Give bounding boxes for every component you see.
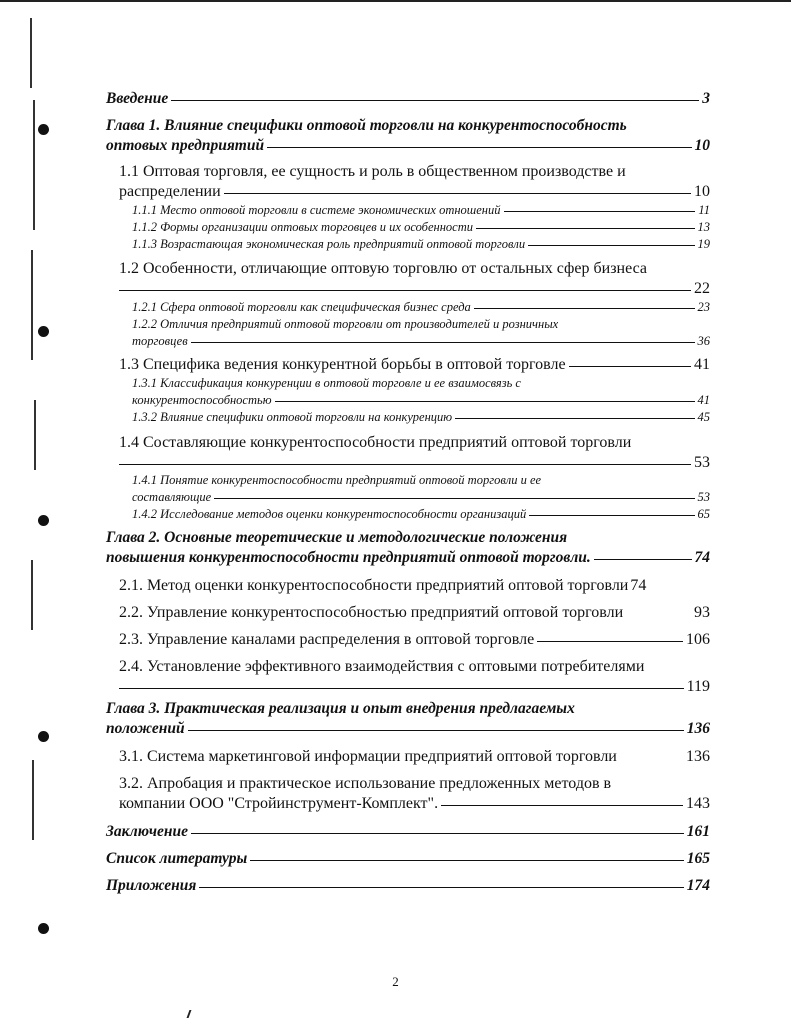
toc-entry-section-1-2[interactable] bbox=[106, 259, 710, 299]
toc-entry-page: 45 bbox=[697, 410, 710, 424]
toc-entry-title: 1.1 Оптовая торговля, ее сущность и роль в общественном производстве и bbox=[119, 163, 626, 180]
toc-entry-title: 1.3.1 Классификация конкуренции в оптовой торговле и ее взаимосвязь с bbox=[132, 376, 521, 390]
toc-entry-title: 3.2. Апробация и практическое использование предложенных методов в bbox=[119, 775, 612, 792]
toc-entry-page: 165 bbox=[686, 850, 710, 867]
leader-line bbox=[267, 147, 691, 148]
toc-entry-title: 1.2.2 Отличия предприятий оптовой торговли от производителей и розничных bbox=[132, 317, 559, 331]
toc-entry-title: Заключение bbox=[106, 823, 188, 840]
toc-entry-references[interactable] bbox=[106, 849, 710, 876]
leader-line bbox=[275, 401, 695, 402]
toc-entry-page: 53 bbox=[697, 490, 710, 504]
toc-entry-page: 136 bbox=[686, 720, 710, 737]
scan-margin-mark bbox=[31, 250, 33, 360]
toc-entry-page: 41 bbox=[694, 356, 710, 373]
punch-hole-mark bbox=[38, 124, 49, 135]
toc-entry-page: 74 bbox=[630, 577, 647, 594]
toc-entry-page: 22 bbox=[694, 280, 710, 297]
toc-entry-section-1-3[interactable] bbox=[106, 355, 710, 375]
table-of-contents bbox=[106, 89, 710, 903]
toc-entry-page: 74 bbox=[694, 549, 710, 566]
toc-entry-introduction[interactable] bbox=[106, 89, 710, 116]
scan-margin-mark bbox=[31, 560, 33, 630]
toc-entry-page: 119 bbox=[686, 678, 710, 695]
leader-line bbox=[224, 193, 691, 194]
leader-line bbox=[504, 211, 696, 212]
toc-entry-title: 1.3.2 Влияние специфики оптовой торговли на конкуренцию bbox=[132, 410, 453, 424]
toc-entry-page: 65 bbox=[697, 507, 710, 521]
toc-entry-subsection-1-1-3[interactable] bbox=[106, 236, 710, 259]
toc-entry-page: 23 bbox=[697, 300, 710, 314]
toc-entry-page: 10 bbox=[694, 137, 710, 154]
toc-entry-subsection-1-3-1[interactable] bbox=[106, 375, 710, 409]
toc-entry-page: 36 bbox=[697, 334, 710, 348]
toc-entry-page: 174 bbox=[686, 877, 710, 894]
toc-entry-section-2-4[interactable] bbox=[106, 657, 710, 699]
toc-entry-page: 3 bbox=[702, 90, 710, 107]
leader-line bbox=[119, 290, 691, 291]
toc-entry-title-cont: конкурентоспособностью bbox=[132, 393, 272, 407]
leader-line bbox=[188, 730, 684, 731]
toc-entry-section-2-3[interactable] bbox=[106, 630, 710, 657]
leader-line bbox=[529, 515, 694, 516]
scan-margin-mark bbox=[33, 100, 35, 230]
leader-line bbox=[191, 833, 684, 834]
toc-entry-page: 136 bbox=[686, 748, 710, 765]
toc-entry-page: 106 bbox=[686, 631, 710, 648]
leader-line bbox=[191, 342, 695, 343]
toc-entry-title: 1.4.2 Исследование методов оценки конкурентоспособности организаций bbox=[132, 507, 527, 521]
toc-entry-title: 1.2.1 Сфера оптовой торговли как специфическая бизнес среда bbox=[132, 300, 471, 314]
toc-entry-subsection-1-4-1[interactable] bbox=[106, 472, 710, 506]
leader-line bbox=[474, 308, 695, 309]
toc-entry-title: Приложения bbox=[106, 877, 197, 894]
toc-entry-page: 19 bbox=[697, 237, 710, 251]
toc-entry-page: 41 bbox=[697, 393, 710, 407]
scan-margin-mark bbox=[34, 400, 36, 470]
scan-top-edge bbox=[0, 0, 791, 2]
toc-entry-page: 13 bbox=[697, 220, 710, 234]
leader-line bbox=[199, 887, 683, 888]
toc-entry-section-2-1[interactable] bbox=[106, 576, 710, 603]
leader-line bbox=[528, 245, 694, 246]
toc-entry-chapter-1[interactable] bbox=[106, 116, 710, 162]
leader-line bbox=[119, 688, 684, 689]
toc-entry-subsection-1-2-1[interactable] bbox=[106, 299, 710, 316]
toc-entry-title: 3.1. Система маркетинговой информации предприятий оптовой торговли bbox=[119, 748, 617, 765]
toc-entry-title: 1.1.3 Возрастающая экономическая роль предприятий оптовой торговли bbox=[132, 237, 526, 251]
leader-line bbox=[214, 498, 694, 499]
toc-entry-page: 143 bbox=[686, 795, 710, 812]
toc-entry-title-cont: положений bbox=[106, 720, 185, 737]
punch-hole-mark bbox=[38, 515, 49, 526]
toc-entry-title: 1.2 Особенности, отличающие оптовую торговлю от остальных сфер бизнеса bbox=[119, 260, 647, 277]
punch-hole-mark bbox=[38, 923, 49, 934]
toc-entry-page: 93 bbox=[694, 604, 710, 621]
leader-line bbox=[171, 100, 699, 101]
leader-line bbox=[476, 228, 695, 229]
leader-line bbox=[537, 641, 683, 642]
toc-entry-chapter-3[interactable] bbox=[106, 699, 710, 747]
toc-entry-subsection-1-4-2[interactable] bbox=[106, 506, 710, 528]
toc-entry-title: 2.2. Управление конкурентоспособностью предприятий оптовой торговли bbox=[119, 604, 624, 621]
scan-margin-mark bbox=[30, 18, 32, 88]
toc-entry-section-3-2[interactable] bbox=[106, 774, 710, 822]
toc-entry-title: 1.4.1 Понятие конкурентоспособности предприятий оптовой торговли и ее bbox=[132, 473, 542, 487]
toc-entry-subsection-1-2-2[interactable] bbox=[106, 316, 710, 355]
toc-entry-title: 1.1.2 Формы организации оптовых торговцев и их особенности bbox=[132, 220, 473, 234]
leader-line bbox=[441, 805, 683, 806]
toc-entry-subsection-1-3-2[interactable] bbox=[106, 409, 710, 433]
leader-line bbox=[455, 418, 694, 419]
toc-entry-title-cont: торговцев bbox=[132, 334, 188, 348]
toc-entry-section-1-1[interactable] bbox=[106, 162, 710, 202]
toc-entry-title: Введение bbox=[106, 90, 169, 107]
toc-entry-title-cont: распределении bbox=[119, 183, 221, 200]
toc-entry-title: 1.4 Составляющие конкурентоспособности предприятий оптовой торговли bbox=[119, 434, 632, 451]
toc-entry-title: 2.4. Установление эффективного взаимодействия с оптовыми потребителями bbox=[119, 658, 645, 675]
punch-hole-mark bbox=[38, 731, 49, 742]
toc-entry-section-1-4[interactable] bbox=[106, 433, 710, 472]
toc-entry-title: Глава 1. Влияние специфики оптовой торговли на конкурентоспособность bbox=[106, 117, 627, 134]
toc-entry-page: 53 bbox=[694, 454, 710, 471]
toc-entry-title: Глава 2. Основные теоретические и методологические положения bbox=[106, 529, 568, 546]
leader-line bbox=[569, 366, 691, 367]
toc-entry-page: 161 bbox=[686, 823, 710, 840]
toc-entry-appendices[interactable] bbox=[106, 876, 710, 903]
toc-entry-title-cont: составляющие bbox=[132, 490, 212, 504]
scan-margin-mark bbox=[32, 760, 34, 840]
toc-entry-title-cont: оптовых предприятий bbox=[106, 137, 265, 154]
leader-line bbox=[250, 860, 684, 861]
toc-entry-chapter-2[interactable] bbox=[106, 528, 710, 576]
leader-line bbox=[594, 559, 692, 560]
toc-entry-title-cont: компании ООО "Стройинструмент-Комплект". bbox=[119, 795, 439, 812]
toc-entry-subsection-1-1-1[interactable] bbox=[106, 202, 710, 219]
toc-entry-title: 2.1. Метод оценки конкурентоспособности предприятий оптовой торговли bbox=[119, 577, 629, 594]
toc-entry-title: Список литературы bbox=[106, 850, 248, 867]
toc-entry-title: 1.3 Специфика ведения конкурентной борьбы в оптовой торговле bbox=[119, 356, 566, 373]
toc-entry-title: 2.3. Управление каналами распределения в оптовой торговле bbox=[119, 631, 535, 648]
toc-entry-subsection-1-1-2[interactable] bbox=[106, 219, 710, 236]
punch-hole-mark bbox=[38, 326, 49, 337]
toc-entry-title: 1.1.1 Место оптовой торговли в системе экономических отношений bbox=[132, 203, 501, 217]
toc-entry-section-2-2[interactable] bbox=[106, 603, 710, 630]
scan-stray-mark bbox=[187, 1010, 192, 1018]
toc-entry-section-3-1[interactable] bbox=[106, 747, 710, 774]
leader-line bbox=[119, 464, 691, 465]
toc-entry-page: 10 bbox=[694, 183, 710, 200]
toc-entry-page: 11 bbox=[698, 203, 710, 217]
toc-entry-title: Глава 3. Практическая реализация и опыт внедрения предлагаемых bbox=[106, 700, 575, 717]
page-number: 2 bbox=[392, 974, 399, 989]
toc-entry-title-cont: повышения конкурентоспособности предприятий оптовой торговли. bbox=[106, 549, 591, 566]
toc-entry-conclusion[interactable] bbox=[106, 822, 710, 849]
